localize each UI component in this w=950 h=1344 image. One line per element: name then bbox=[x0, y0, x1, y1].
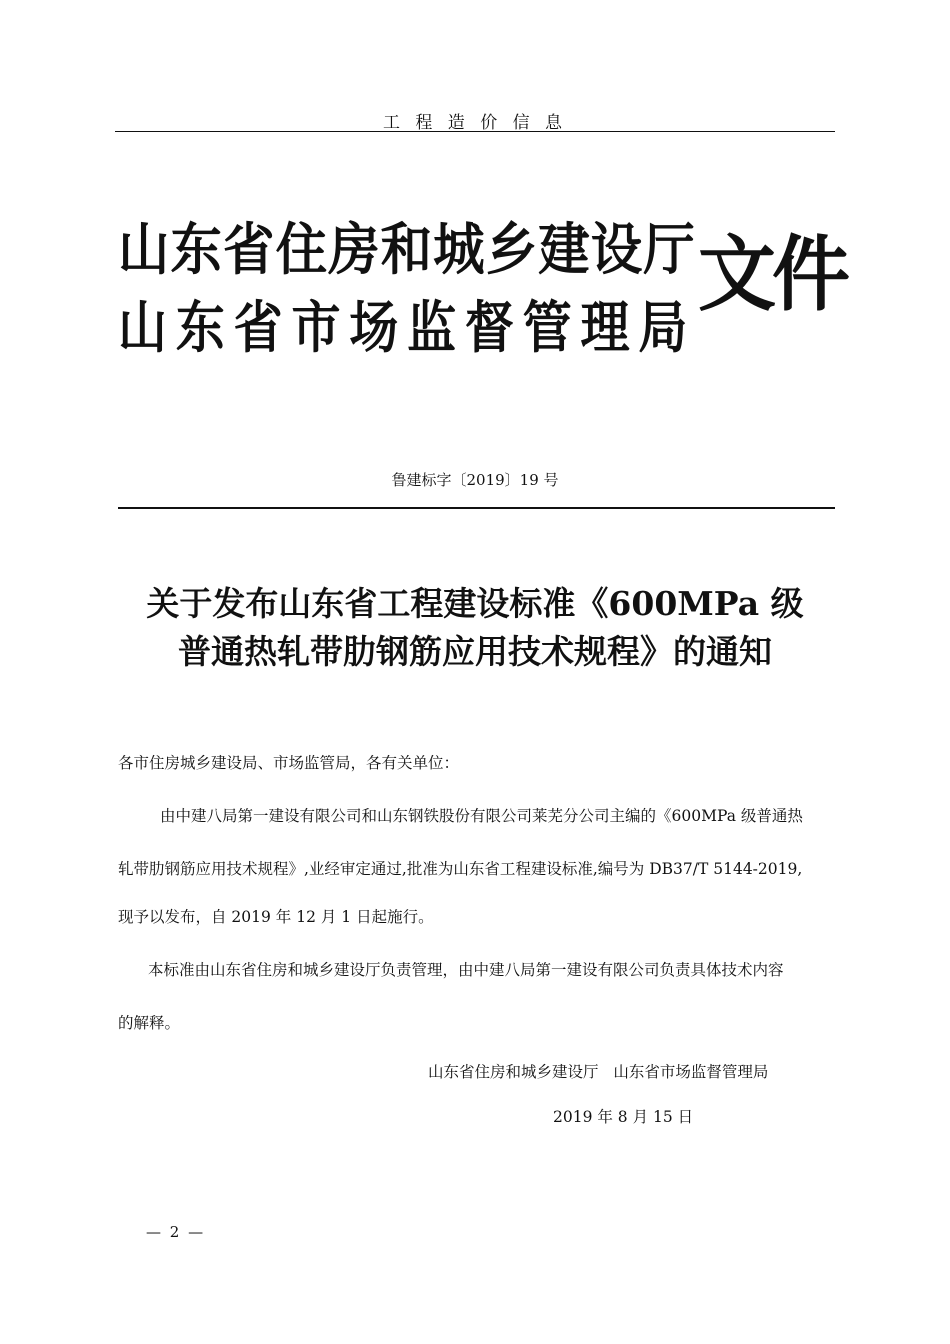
paragraph-2-line-2: 的解释。 bbox=[118, 1014, 181, 1032]
signature-date: 2019 年 8 月 15 日 bbox=[553, 1108, 694, 1126]
paragraph-1-line-3: 现予以发布，自 2019 年 12 月 1 日起施行。 bbox=[118, 908, 434, 926]
letterhead-rule bbox=[118, 507, 835, 509]
salutation: 各市住房城乡建设局、市场监管局，各有关单位： bbox=[118, 754, 460, 772]
issuer-market-supervision: 山东省市场监督管理局 bbox=[118, 295, 697, 361]
issuer-housing-department: 山东省住房和城乡建设厅 bbox=[118, 217, 696, 283]
header-rule bbox=[115, 131, 835, 132]
running-head: 工 程 造 价 信 息 bbox=[382, 113, 568, 133]
paragraph-1-line-1: 由中建八局第一建设有限公司和山东钢铁股份有限公司莱芜分公司主编的《600MPa 级普通热 bbox=[160, 807, 803, 825]
notice-title-line-1: 关于发布山东省工程建设标准《600MPa 级 bbox=[146, 584, 804, 623]
notice-title-line-2: 普通热轧带肋钢筋应用技术规程》的通知 bbox=[178, 632, 772, 671]
document-mark: 文件 bbox=[698, 227, 847, 323]
page-number: — 2 — bbox=[146, 1223, 206, 1241]
paragraph-2-line-1: 本标准由山东省住房和城乡建设厅负责管理，由中建八局第一建设有限公司负责具体技术内容 bbox=[148, 961, 784, 979]
signature-issuers: 山东省住房和城乡建设厅 山东省市场监督管理局 bbox=[428, 1063, 769, 1081]
paragraph-1-line-2: 轧带肋钢筋应用技术规程》,业经审定通过,批准为山东省工程建设标准,编号为 DB37/T 5144-2019, bbox=[118, 860, 803, 878]
document-number: 鲁建标字〔2019〕19 号 bbox=[391, 471, 559, 489]
